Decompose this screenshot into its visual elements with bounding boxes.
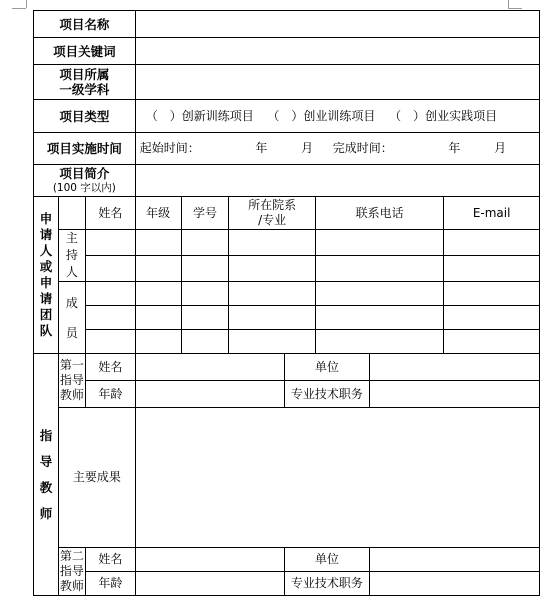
advisor2-label-cell bbox=[58, 548, 85, 596]
advisor-section-label bbox=[34, 354, 59, 596]
advisor1-title-label: 专业技术职务 bbox=[285, 381, 370, 408]
project-discipline-label bbox=[34, 65, 136, 100]
table-cell[interactable] bbox=[181, 230, 229, 256]
host-label-cell bbox=[58, 230, 85, 282]
project-intro-label bbox=[34, 165, 136, 197]
project-discipline-label-line2: 一级学科 bbox=[59, 82, 110, 97]
project-type-option-entrepreneurship-practice[interactable]: （ ）创业实践项目 bbox=[389, 108, 498, 123]
advisor1-unit-field[interactable] bbox=[369, 354, 539, 381]
team-section-label bbox=[34, 197, 59, 354]
application-form-table bbox=[33, 10, 540, 596]
team-header-blank bbox=[58, 197, 85, 230]
table-cell[interactable] bbox=[135, 230, 181, 256]
project-intro-field[interactable] bbox=[135, 165, 539, 197]
project-name-label: 项目名称 bbox=[34, 11, 136, 38]
table-cell[interactable] bbox=[85, 306, 135, 330]
table-cell[interactable] bbox=[229, 330, 316, 354]
period-start-label: 起始时间： bbox=[139, 141, 200, 155]
advisor1-label-cell bbox=[58, 354, 85, 408]
table-cell[interactable] bbox=[85, 256, 135, 282]
advisor2-name-field[interactable] bbox=[135, 548, 284, 572]
project-discipline-field[interactable] bbox=[135, 65, 539, 100]
page-corner-mark-left bbox=[12, 8, 26, 9]
project-period-label: 项目实施时间 bbox=[34, 133, 136, 165]
advisor2-label: 第二指导教师 bbox=[59, 549, 84, 593]
table-cell[interactable] bbox=[315, 230, 443, 256]
project-type-option-innovation[interactable]: （ ）创新训练项目 bbox=[145, 108, 254, 123]
team-header-student-id: 学号 bbox=[181, 197, 229, 230]
advisor2-unit-label: 单位 bbox=[285, 548, 370, 572]
page-corner-mark-right bbox=[508, 8, 522, 9]
team-header-department-line2: /专业 bbox=[258, 213, 287, 227]
table-cell[interactable] bbox=[135, 282, 181, 306]
advisor1-name-label: 姓名 bbox=[85, 354, 135, 381]
table-cell[interactable] bbox=[444, 230, 540, 256]
table-cell[interactable] bbox=[315, 256, 443, 282]
table-cell[interactable] bbox=[315, 282, 443, 306]
table-cell[interactable] bbox=[315, 306, 443, 330]
table-cell[interactable] bbox=[444, 256, 540, 282]
project-period-field[interactable] bbox=[135, 133, 539, 165]
advisor2-title-label: 专业技术职务 bbox=[285, 572, 370, 596]
team-header-grade: 年级 bbox=[135, 197, 181, 230]
table-cell[interactable] bbox=[85, 282, 135, 306]
host-label: 主持人 bbox=[65, 231, 78, 279]
page-corner-mark-right-v bbox=[508, 0, 509, 8]
advisor-label: 指导教师 bbox=[39, 427, 53, 521]
table-cell[interactable] bbox=[181, 306, 229, 330]
table-cell[interactable] bbox=[229, 282, 316, 306]
project-keywords-label: 项目关键词 bbox=[34, 38, 136, 65]
table-cell[interactable] bbox=[181, 256, 229, 282]
project-type-label: 项目类型 bbox=[34, 100, 136, 133]
project-name-field[interactable] bbox=[135, 11, 539, 38]
team-label: 申请人或申请团队 bbox=[39, 211, 53, 338]
advisor1-unit-label: 单位 bbox=[285, 354, 370, 381]
advisor1-title-field[interactable] bbox=[369, 381, 539, 408]
table-cell[interactable] bbox=[135, 330, 181, 354]
page-corner-mark-left-v bbox=[26, 0, 27, 8]
member-label: 成员 bbox=[65, 295, 78, 340]
advisor1-age-field[interactable] bbox=[135, 381, 284, 408]
project-discipline-label-line1: 项目所属 bbox=[59, 67, 110, 82]
table-cell[interactable] bbox=[135, 306, 181, 330]
period-end-year: 年 bbox=[448, 141, 461, 155]
table-cell[interactable] bbox=[444, 330, 540, 354]
table-cell[interactable] bbox=[135, 256, 181, 282]
advisor2-name-label: 姓名 bbox=[85, 548, 135, 572]
table-cell[interactable] bbox=[181, 330, 229, 354]
table-cell[interactable] bbox=[229, 256, 316, 282]
team-header-name: 姓名 bbox=[85, 197, 135, 230]
advisor2-age-label: 年龄 bbox=[85, 572, 135, 596]
project-intro-note: (100 字以内) bbox=[52, 181, 116, 194]
table-cell[interactable] bbox=[229, 306, 316, 330]
team-header-department bbox=[229, 197, 316, 230]
team-header-phone: 联系电话 bbox=[315, 197, 443, 230]
achievements-label: 主要成果 bbox=[58, 408, 135, 548]
table-cell[interactable] bbox=[229, 230, 316, 256]
period-start-year: 年 bbox=[255, 141, 268, 155]
project-keywords-field[interactable] bbox=[135, 38, 539, 65]
achievements-field[interactable] bbox=[135, 408, 539, 548]
project-type-option-entrepreneurship-training[interactable]: （ ）创业训练项目 bbox=[267, 108, 376, 123]
period-start-month: 月 bbox=[301, 141, 314, 155]
team-header-email: E-mail bbox=[444, 197, 540, 230]
period-end-label: 完成时间： bbox=[332, 141, 393, 155]
table-cell[interactable] bbox=[85, 230, 135, 256]
table-cell[interactable] bbox=[315, 330, 443, 354]
table-cell[interactable] bbox=[444, 306, 540, 330]
table-cell[interactable] bbox=[444, 282, 540, 306]
period-end-month: 月 bbox=[494, 141, 507, 155]
advisor2-title-field[interactable] bbox=[369, 572, 539, 596]
member-label-cell bbox=[58, 282, 85, 354]
advisor1-label: 第一指导教师 bbox=[59, 358, 84, 402]
project-type-options bbox=[135, 100, 539, 133]
project-intro-title: 项目简介 bbox=[59, 165, 110, 181]
table-cell[interactable] bbox=[85, 330, 135, 354]
advisor2-age-field[interactable] bbox=[135, 572, 284, 596]
advisor1-name-field[interactable] bbox=[135, 354, 284, 381]
table-cell[interactable] bbox=[181, 282, 229, 306]
advisor2-unit-field[interactable] bbox=[369, 548, 539, 572]
team-header-department-line1: 所在院系 bbox=[248, 198, 297, 212]
advisor1-age-label: 年龄 bbox=[85, 381, 135, 408]
